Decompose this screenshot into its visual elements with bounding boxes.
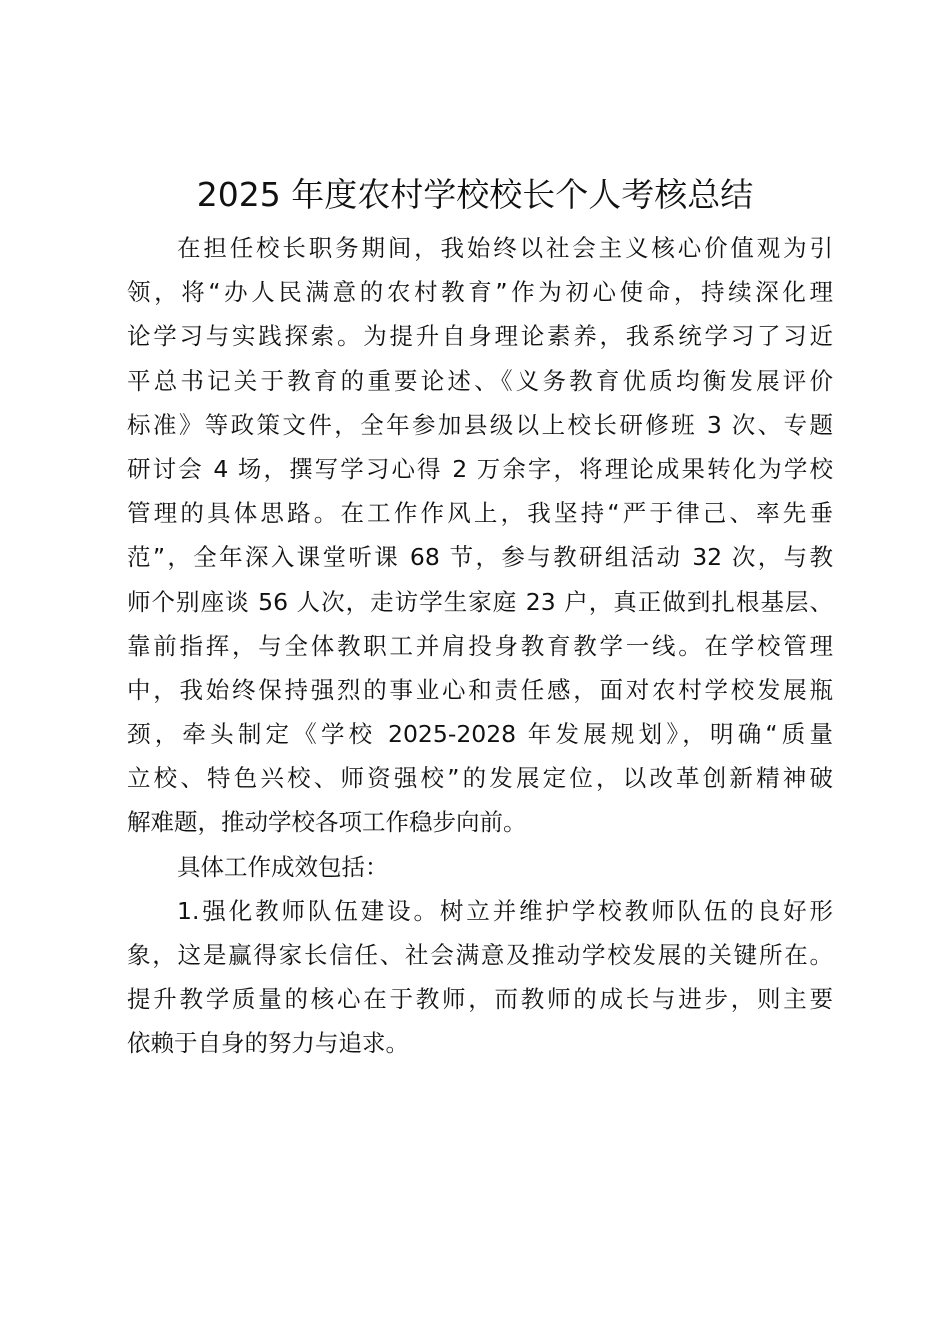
paragraph-line: 中，我始终保持强烈的事业心和责任感，面对农村学校发展瓶 xyxy=(127,675,833,704)
paragraph-line: 研讨会 4 场，撰写学习心得 2 万余字，将理论成果转化为学校 xyxy=(127,454,833,483)
paragraph-line: 范”，全年深入课堂听课 68 节，参与教研组活动 32 次，与教 xyxy=(127,543,833,572)
paragraph-line: 具体工作成效包括： xyxy=(177,852,389,881)
document-title: 2025 年度农村学校校长个人考核总结 xyxy=(196,175,754,214)
paragraph-line: 提升教学质量的核心在于教师，而教师的成长与进步，则主要 xyxy=(127,985,833,1014)
document-body xyxy=(127,226,833,1066)
paragraph-line: 管理的具体思路。在工作作风上，我坚持“严于律己、率先垂 xyxy=(127,499,833,528)
paragraph-line: 1.强化教师队伍建设。树立并维护学校教师队伍的良好形 xyxy=(177,896,833,925)
paragraph-line: 平总书记关于教育的重要论述、《义务教育优质均衡发展评价 xyxy=(127,366,833,395)
paragraph-line: 颈，牵头制定《学校 2025-2028 年发展规划》，明确“质量 xyxy=(127,720,833,749)
paragraph-line: 依赖于自身的努力与追求。 xyxy=(127,1029,409,1058)
paragraph-line: 解难题，推动学校各项工作稳步向前。 xyxy=(127,808,527,837)
paragraph-line: 立校、特色兴校、师资强校”的发展定位，以改革创新精神破 xyxy=(127,764,833,793)
paragraph-line: 标准》等政策文件，全年参加县级以上校长研修班 3 次、专题 xyxy=(127,410,833,439)
paragraph-line: 师个别座谈 56 人次，走访学生家庭 23 户，真正做到扎根基层、 xyxy=(127,587,833,616)
paragraph-line: 在担任校长职务期间，我始终以社会主义核心价值观为引 xyxy=(177,234,833,262)
paragraph-line: 论学习与实践探索。为提升自身理论素养，我系统学习了习近 xyxy=(127,322,833,351)
paragraph-line: 领，将“办人民满意的农村教育”作为初心使命，持续深化理 xyxy=(127,278,833,307)
paragraph-line: 象，这是赢得家长信任、社会满意及推动学校发展的关键所在。 xyxy=(127,941,833,969)
paragraph-line: 靠前指挥，与全体教职工并肩投身教育教学一线。在学校管理 xyxy=(127,631,833,660)
